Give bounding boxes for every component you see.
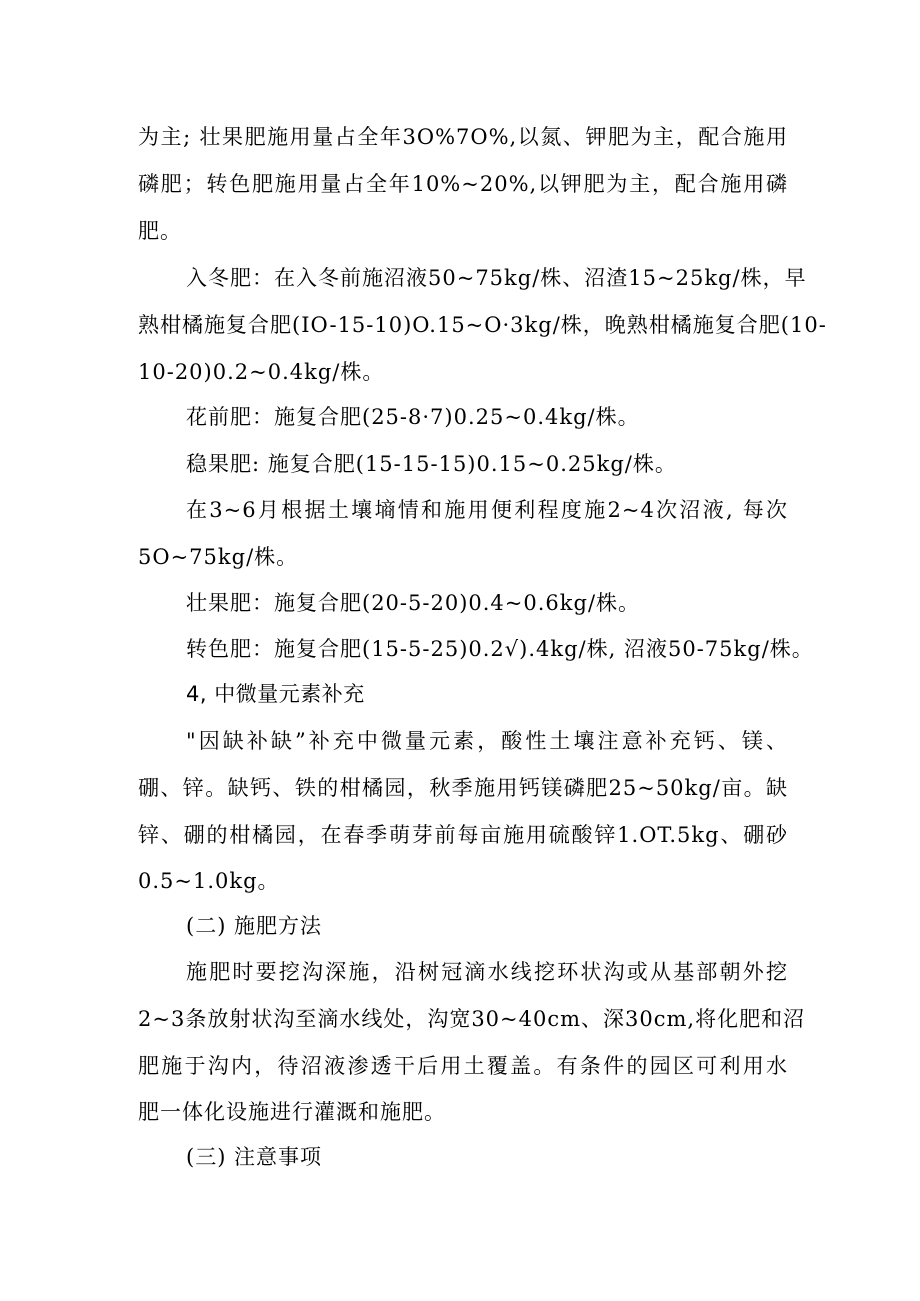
paragraph-line: 为主; 壮果肥施用量占全年3O%7O%,以氮、钾肥为主，配合施用 — [138, 125, 788, 149]
paragraph-line: 稳果肥: 施复合肥(15-15-15)0.15~0.25kg/株。 — [186, 452, 677, 476]
paragraph-line: 花前肥：施复合肥(25-8·7)0.25~0.4kg/株。 — [186, 405, 640, 429]
paragraph-line: 0.5~1.0kg。 — [138, 869, 280, 893]
paragraph-line: 2~3条放射状沟至滴水线处，沟宽30~40cm、深30cm,将化肥和沼 — [138, 1007, 806, 1031]
paragraph-line: 肥施于沟内，待沼液渗透干后用土覆盖。有条件的园区可利用水 — [138, 1054, 788, 1078]
paragraph-line: "因缺补缺”补充中微量元素，酸性土壤注意补充钙、镁、 — [186, 729, 788, 753]
paragraph-line: 肥一体化设施进行灌溉和施肥。 — [138, 1100, 446, 1124]
paragraph-line: 肥。 — [138, 219, 182, 243]
paragraph-line: 熟柑橘施复合肥(IO-15-10)O.15~O·3kg/株，晚熟柑橘施复合肥(10- — [138, 313, 827, 337]
section-heading: (三) 注意事项 — [186, 1145, 323, 1169]
paragraph-line: 施肥时要挖沟深施，沿树冠滴水线挖环状沟或从基部朝外挖 — [186, 960, 788, 984]
section-heading: (二) 施肥方法 — [186, 914, 323, 938]
paragraph-line: 转色肥：施复合肥(15-5-25)0.2√).4kg/株, 沼液50-75kg/株。 — [186, 637, 814, 661]
paragraph-line: 锌、硼的柑橘园，在春季萌芽前每亩施用硫酸锌1.OT.5kg、硼砂 — [138, 823, 788, 847]
paragraph-line: 磷肥；转色肥施用量占全年10%~20%,以钾肥为主，配合施用磷 — [138, 172, 788, 196]
paragraph-line: 5O~75kg/株。 — [138, 545, 299, 569]
paragraph-line: 入冬肥：在入冬前施沼液50~75kg/株、沼渣15~25kg/株，早 — [186, 266, 807, 290]
paragraph-line: 在3~6月根据土壤墒情和施用便利程度施2~4次沼液, 每次 — [186, 498, 788, 522]
section-heading: 4, 中微量元素补充 — [186, 682, 365, 706]
paragraph-line: 壮果肥：施复合肥(20-5-20)0.4~0.6kg/株。 — [186, 591, 641, 615]
paragraph-line: 10-20)0.2~0.4kg/株。 — [138, 360, 385, 384]
paragraph-line: 硼、锌。缺钙、铁的柑橘园，秋季施用钙镁磷肥25~50kg/亩。缺 — [138, 776, 788, 800]
